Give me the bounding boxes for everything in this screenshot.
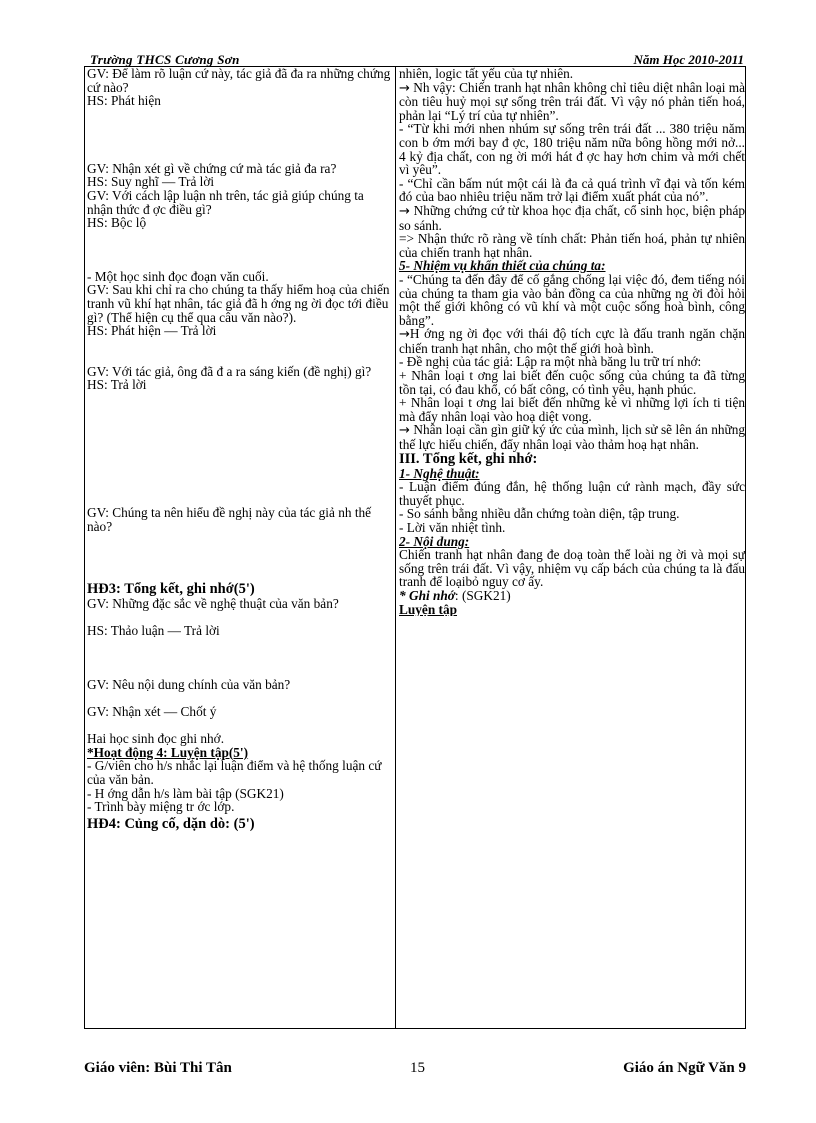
right-line: - So sánh bằng nhiều dẫn chứng toàn diện, tập trung. bbox=[399, 506, 680, 522]
right-line: Chiến tranh hạt nhân đang đe doạ toàn thể loài ng ời và mọi sự sống trên trái đất. Vì vậy, nhiệm vụ cấp bách của chúng ta là đấu tranh để loạibỏ nguy cơ ấy. bbox=[399, 547, 745, 590]
page-number: 15 bbox=[410, 1060, 425, 1076]
right-line: - “Từ khi mới nhen nhúm sự sống trên trái đất ... 380 triệu năm con b ớm mới bay đ ợc, 180 triệu năm nữa bông hồng mới nở... 4 kỷ địa chất, con ng ời mới hát đ ợc hay hơn chim và mới chết vì yêu”. bbox=[399, 121, 745, 178]
subheading-art: 1- Nghệ thuật: bbox=[399, 465, 480, 481]
section-heading-practice: *Hoạt động 4: Luyện tập(5') bbox=[87, 744, 249, 760]
left-line: HS: Bộc lộ bbox=[87, 215, 147, 231]
left-line: HS: Phát hiện bbox=[87, 93, 161, 109]
page-footer bbox=[84, 1060, 746, 1080]
right-line: - “Chỉ cần bấm nút một cái là đa cả quá trình vĩ đại và tốn kém đó của bao nhiêu triệu năm trở lại điểm xuất phát của nó”. bbox=[399, 175, 745, 205]
right-line: - Luận điểm đúng đắn, hệ thống luận cứ rành mạch, đầy sức thuyết phục. bbox=[399, 479, 745, 508]
section-heading-task: 5- Nhiệm vụ khẩn thiết của chúng ta: bbox=[399, 258, 606, 274]
left-line: GV: Nhận xét gì về chứng cứ mà tác giả đa ra? bbox=[87, 160, 337, 176]
left-line: GV: Sau khi chỉ ra cho chúng ta thấy hiểm hoạ của chiến tranh vũ khí hạt nhân, tác giả đã h ớng ng ời đọc tới điều gì? (Thể hiện cụ thể qua câu văn nào?). bbox=[87, 282, 390, 325]
lesson-content-column bbox=[399, 67, 745, 616]
right-line: + Nhân loại t ơng lai biết đến những kẻ vì những lợi ích ti tiện mà đẩy nhân loại vào hoạ diệt vong. bbox=[399, 395, 745, 424]
arrow-right-icon: → bbox=[399, 203, 410, 219]
right-paragraph: → Những chứng cứ từ khoa học địa chất, cổ sinh học, biện pháp so sánh. bbox=[399, 202, 745, 233]
school-year: Năm Học 2010-2011 bbox=[633, 52, 744, 67]
right-line: nhiên, logic tất yếu của tự nhiên. bbox=[399, 67, 574, 81]
left-line: GV: Để làm rõ luận cứ này, tác giả đã đa ra những chứng cứ nào? bbox=[87, 67, 391, 95]
arrow-right-icon: → bbox=[399, 327, 410, 343]
lesson-table bbox=[84, 66, 746, 1029]
teacher-name: Giáo viên: Bùi Thi Tân bbox=[84, 1060, 232, 1076]
right-line: * Ghi nhớ: (SGK21) bbox=[399, 587, 511, 603]
section-heading-summary: III. Tổng kết, ghi nhớ: bbox=[399, 450, 538, 467]
left-line: GV: Nhận xét — Chốt ý bbox=[87, 704, 217, 720]
left-line: - Một học sinh đọc đoạn văn cuối. bbox=[87, 268, 269, 284]
left-line: - Trình bày miệng tr ớc lớp. bbox=[87, 799, 235, 815]
right-paragraph: →H ớng ng ời đọc với thái độ tích cực là đấu tranh ngăn chặn chiến tranh hạt nhân, cho một thế giới hoà bình. bbox=[399, 326, 745, 356]
left-line: HS: Suy nghĩ — Trả lời bbox=[87, 174, 215, 190]
right-line: - “Chúng ta đến đây để cố gắng chống lại việc đó, đem tiếng nói của chúng ta tham gia vào bản đồng ca của những ng ời đòi hỏi một thế giới không có vũ khí và một cuộc sống hoà bình, công bằng”. bbox=[399, 271, 745, 328]
left-line: HS: Thảo luận — Trả lời bbox=[87, 623, 220, 639]
subheading-content: 2- Nội dung: bbox=[399, 533, 470, 549]
subject-title: Giáo án Ngữ Văn 9 bbox=[623, 1060, 746, 1076]
left-line: - G/viên cho h/s nhắc lại luận điểm và hệ thống luận cứ của văn bản. bbox=[87, 758, 382, 788]
teacher-student-activities-column bbox=[87, 67, 391, 832]
right-line: => Nhận thức rõ ràng về tính chất: Phản tiến hoá, phản tự nhiên của chiến tranh hạt nhân. bbox=[399, 231, 745, 260]
right-line: + Nhân loại t ơng lai biết đến cuộc sống của chúng ta đã từng tồn tại, có đau khổ, có bất công, có tình yêu, hạnh phúc. bbox=[399, 368, 745, 397]
section-heading-hd4: HĐ4: Củng cố, dặn dò: (5') bbox=[87, 815, 255, 832]
right-line: - Lời văn nhiệt tình. bbox=[399, 520, 506, 535]
left-line: GV: Những đặc sắc về nghệ thuật của văn bản? bbox=[87, 596, 339, 612]
right-line: - Đề nghị của tác giả: Lập ra một nhà băng lu trữ trí nhớ: bbox=[399, 354, 702, 370]
right-paragraph: → Nhân loại cần gìn giữ ký ức của mình, lịch sử sẽ lên án những thế lực hiếu chiến, đẩy nhân loại vào thảm hoạ hạt nhân. bbox=[399, 422, 745, 453]
left-line: Hai học sinh đọc ghi nhớ. bbox=[87, 731, 225, 747]
left-line: GV: Nêu nội dung chính của văn bản? bbox=[87, 676, 291, 692]
arrow-right-icon: → bbox=[399, 80, 410, 96]
subheading-practice: Luyện tập bbox=[399, 601, 458, 617]
section-heading-hd3: HĐ3: Tổng kết, ghi nhớ(5') bbox=[87, 581, 255, 598]
left-line: GV: Với tác giả, ông đã đ a ra sáng kiến (đề nghị) gì? bbox=[87, 363, 372, 379]
left-line: HS: Phát hiện — Trả lời bbox=[87, 323, 217, 339]
right-paragraph: → Nh vậy: Chiến tranh hạt nhân không chỉ tiêu diệt nhân loại mà còn tiêu huỷ mọi sự sống trên trái đất. Vì vậy nó phản tiến hoá, phản lại “Lý trí của tự nhiên”. bbox=[399, 79, 745, 123]
school-name: Trường THCS Cương Sơn bbox=[90, 52, 240, 67]
column-divider bbox=[395, 67, 396, 1028]
left-line: GV: Với cách lập luận nh trên, tác giả giúp chúng ta nhận thức đ ợc điều gì? bbox=[87, 187, 364, 217]
left-line: - H ớng dẫn h/s làm bài tập (SGK21) bbox=[87, 785, 284, 801]
arrow-right-icon: → bbox=[399, 423, 410, 439]
left-line: GV: Chúng ta nên hiểu đề nghị này của tác giả nh thế nào? bbox=[87, 504, 372, 534]
left-line: HS: Trả lời bbox=[87, 377, 147, 393]
